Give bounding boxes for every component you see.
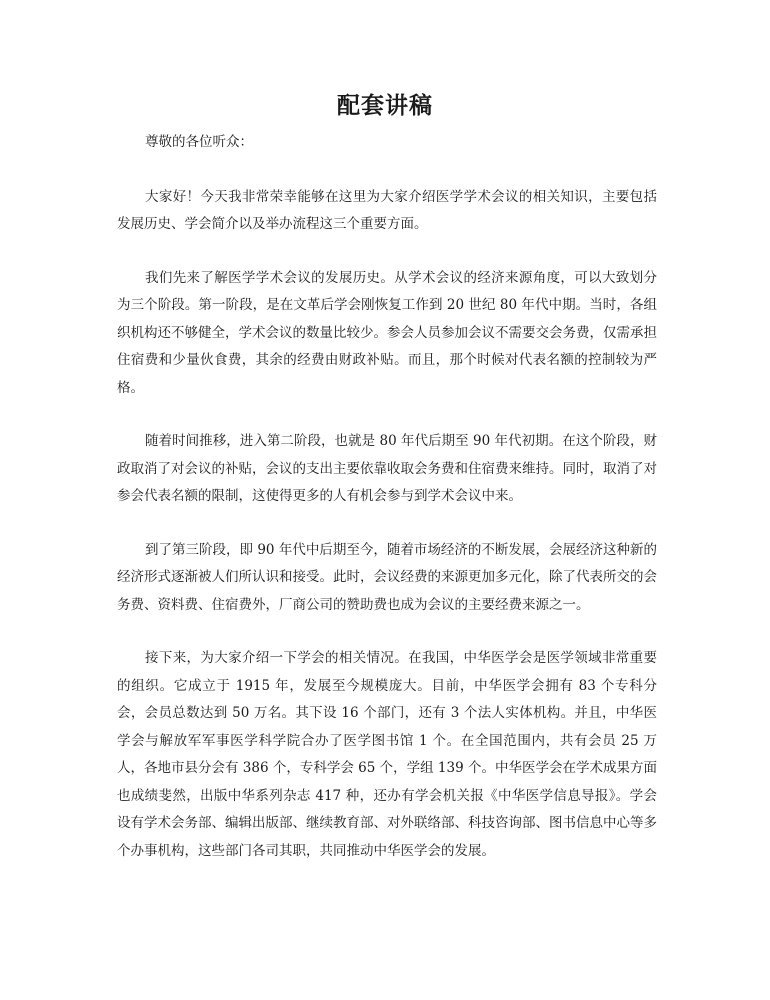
paragraph-history-stage-one: 我们先来了解医学学术会议的发展历史。从学术会议的经济来源角度，可以大致划分为三个阶段。第一阶段，是在文革后学会刚恢复工作到 20 世纪 80 年代中期。当时，各组织机构还不够健全，学术会议的数量比较少。参会人员参加会议不需要交会务费，仅需承担住宿费和少量伙食费，其余的经费由财政补贴。而且，那个时候对代表名额的控制较为严格。 [117, 269, 657, 396]
paragraph-history-stage-two: 随着时间推移，进入第二阶段，也就是 80 年代后期至 90 年代初期。在这个阶段，财政取消了对会议的补贴，会议的支出主要依靠收取会务费和住宿费来维持。同时，取消了对参会代表名额的限制，这使得更多的人有机会参与到学术会议中来。 [117, 433, 657, 504]
paragraph-history-stage-three: 到了第三阶段，即 90 年代中后期至今，随着市场经济的不断发展，会展经济这种新的经济形式逐渐被人们所认识和接受。此时，会议经费的来源更加多元化，除了代表所交的会务费、资料费、住宿费外，厂商公司的赞助费也成为会议的主要经费来源之一。 [117, 541, 657, 613]
document-title: 配套讲稿 [337, 92, 433, 119]
paragraph-society-introduction: 接下来，为大家介绍一下学会的相关情况。在我国，中华医学会是医学领域非常重要的组织。它成立于 1915 年，发展至今规模庞大。目前，中华医学会拥有 83 个专科分会，会员总数达到 50 万名。其下设 16 个部门，还有 3 个法人实体机构。并且，中华医学会与解放军军事医学科学院合办了医学图书馆 1 个。在全国范围内，共有会员 25 万人，各地市县分会有 386 个，专科学会 65 个，学组 139 个。中华医学会在学术成果方面也成绩斐然，出版中华系列杂志 417 种，还办有学会机关报《中华医学信息导报》。学会设有学术会务部、编辑出版部、继续教育部、对外联络部、科技咨询部、图书信息中心等多个办事机构，这些部门各司其职，共同推动中华医学会的发展。 [117, 650, 657, 859]
paragraph-intro: 大家好！今天我非常荣幸能够在这里为大家介绍医学学术会议的相关知识，主要包括发展历史、学会简介以及举办流程这三个重要方面。 [117, 188, 657, 232]
salutation: 尊敬的各位听众： [145, 134, 253, 150]
document-body [117, 129, 657, 865]
